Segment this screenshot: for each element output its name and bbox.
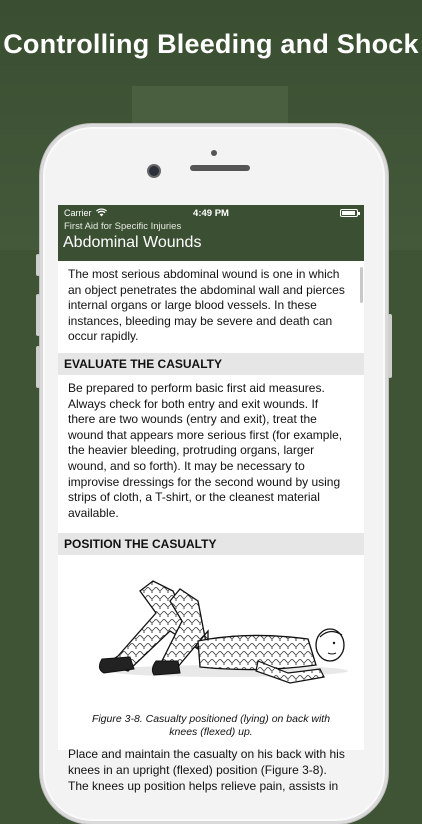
camera-icon	[149, 166, 159, 176]
status-bar	[58, 205, 364, 221]
app-screen	[58, 205, 364, 793]
figure-caption: Figure 3-8. Casualty positioned (lying) on back with knees (flexed) up.	[91, 713, 331, 739]
casualty-figure-drawing	[58, 561, 364, 711]
speaker-grille	[190, 165, 250, 171]
mute-switch	[36, 254, 40, 276]
casualty-illustration	[58, 561, 364, 711]
position-paragraph: Place and maintain the casualty on his back with his knees in an upright (flexed) position (Figure 3-8). The knees up position helps relieve pain, assists in	[68, 747, 345, 793]
carrier-label: Carrier	[64, 208, 92, 218]
sensor-dot	[211, 150, 217, 156]
status-time: 4:49 PM	[193, 207, 229, 219]
section-heading-evaluate: EVALUATE THE CASUALTY	[58, 353, 364, 375]
navigation-bar	[58, 205, 364, 261]
section-heading-position: POSITION THE CASUALTY	[58, 533, 364, 555]
page-title: Abdominal Wounds	[63, 234, 202, 251]
battery-icon	[340, 209, 358, 217]
scroll-indicator[interactable]	[360, 267, 363, 303]
evaluate-paragraph: Be prepared to perform basic first aid measures. Always check for both entry and exit wounds. If there are two wounds (entry and exit), treat the wound that appears more serious first (for example, the heavier bleeding, protruding organs, larger wound, and so forth). It may be necessary to improvise dressings for the second wound by using strips of cloth, a T-shirt, or the cleanest material available.	[68, 380, 343, 520]
intro-paragraph: The most serious abdominal wound is one in which an object penetrates the abdominal wall and pierces internal organs or large blood vessels. In these instances, bleeding may be severe and death can occur rapidly.	[68, 267, 345, 344]
power-button	[388, 314, 392, 378]
article-content[interactable]	[58, 261, 364, 793]
volume-down-button	[36, 346, 40, 388]
volume-up-button	[36, 294, 40, 336]
promo-headline: Controlling Bleeding and Shock	[3, 29, 419, 59]
nav-section-label: First Aid for Specific Injuries	[64, 221, 182, 232]
